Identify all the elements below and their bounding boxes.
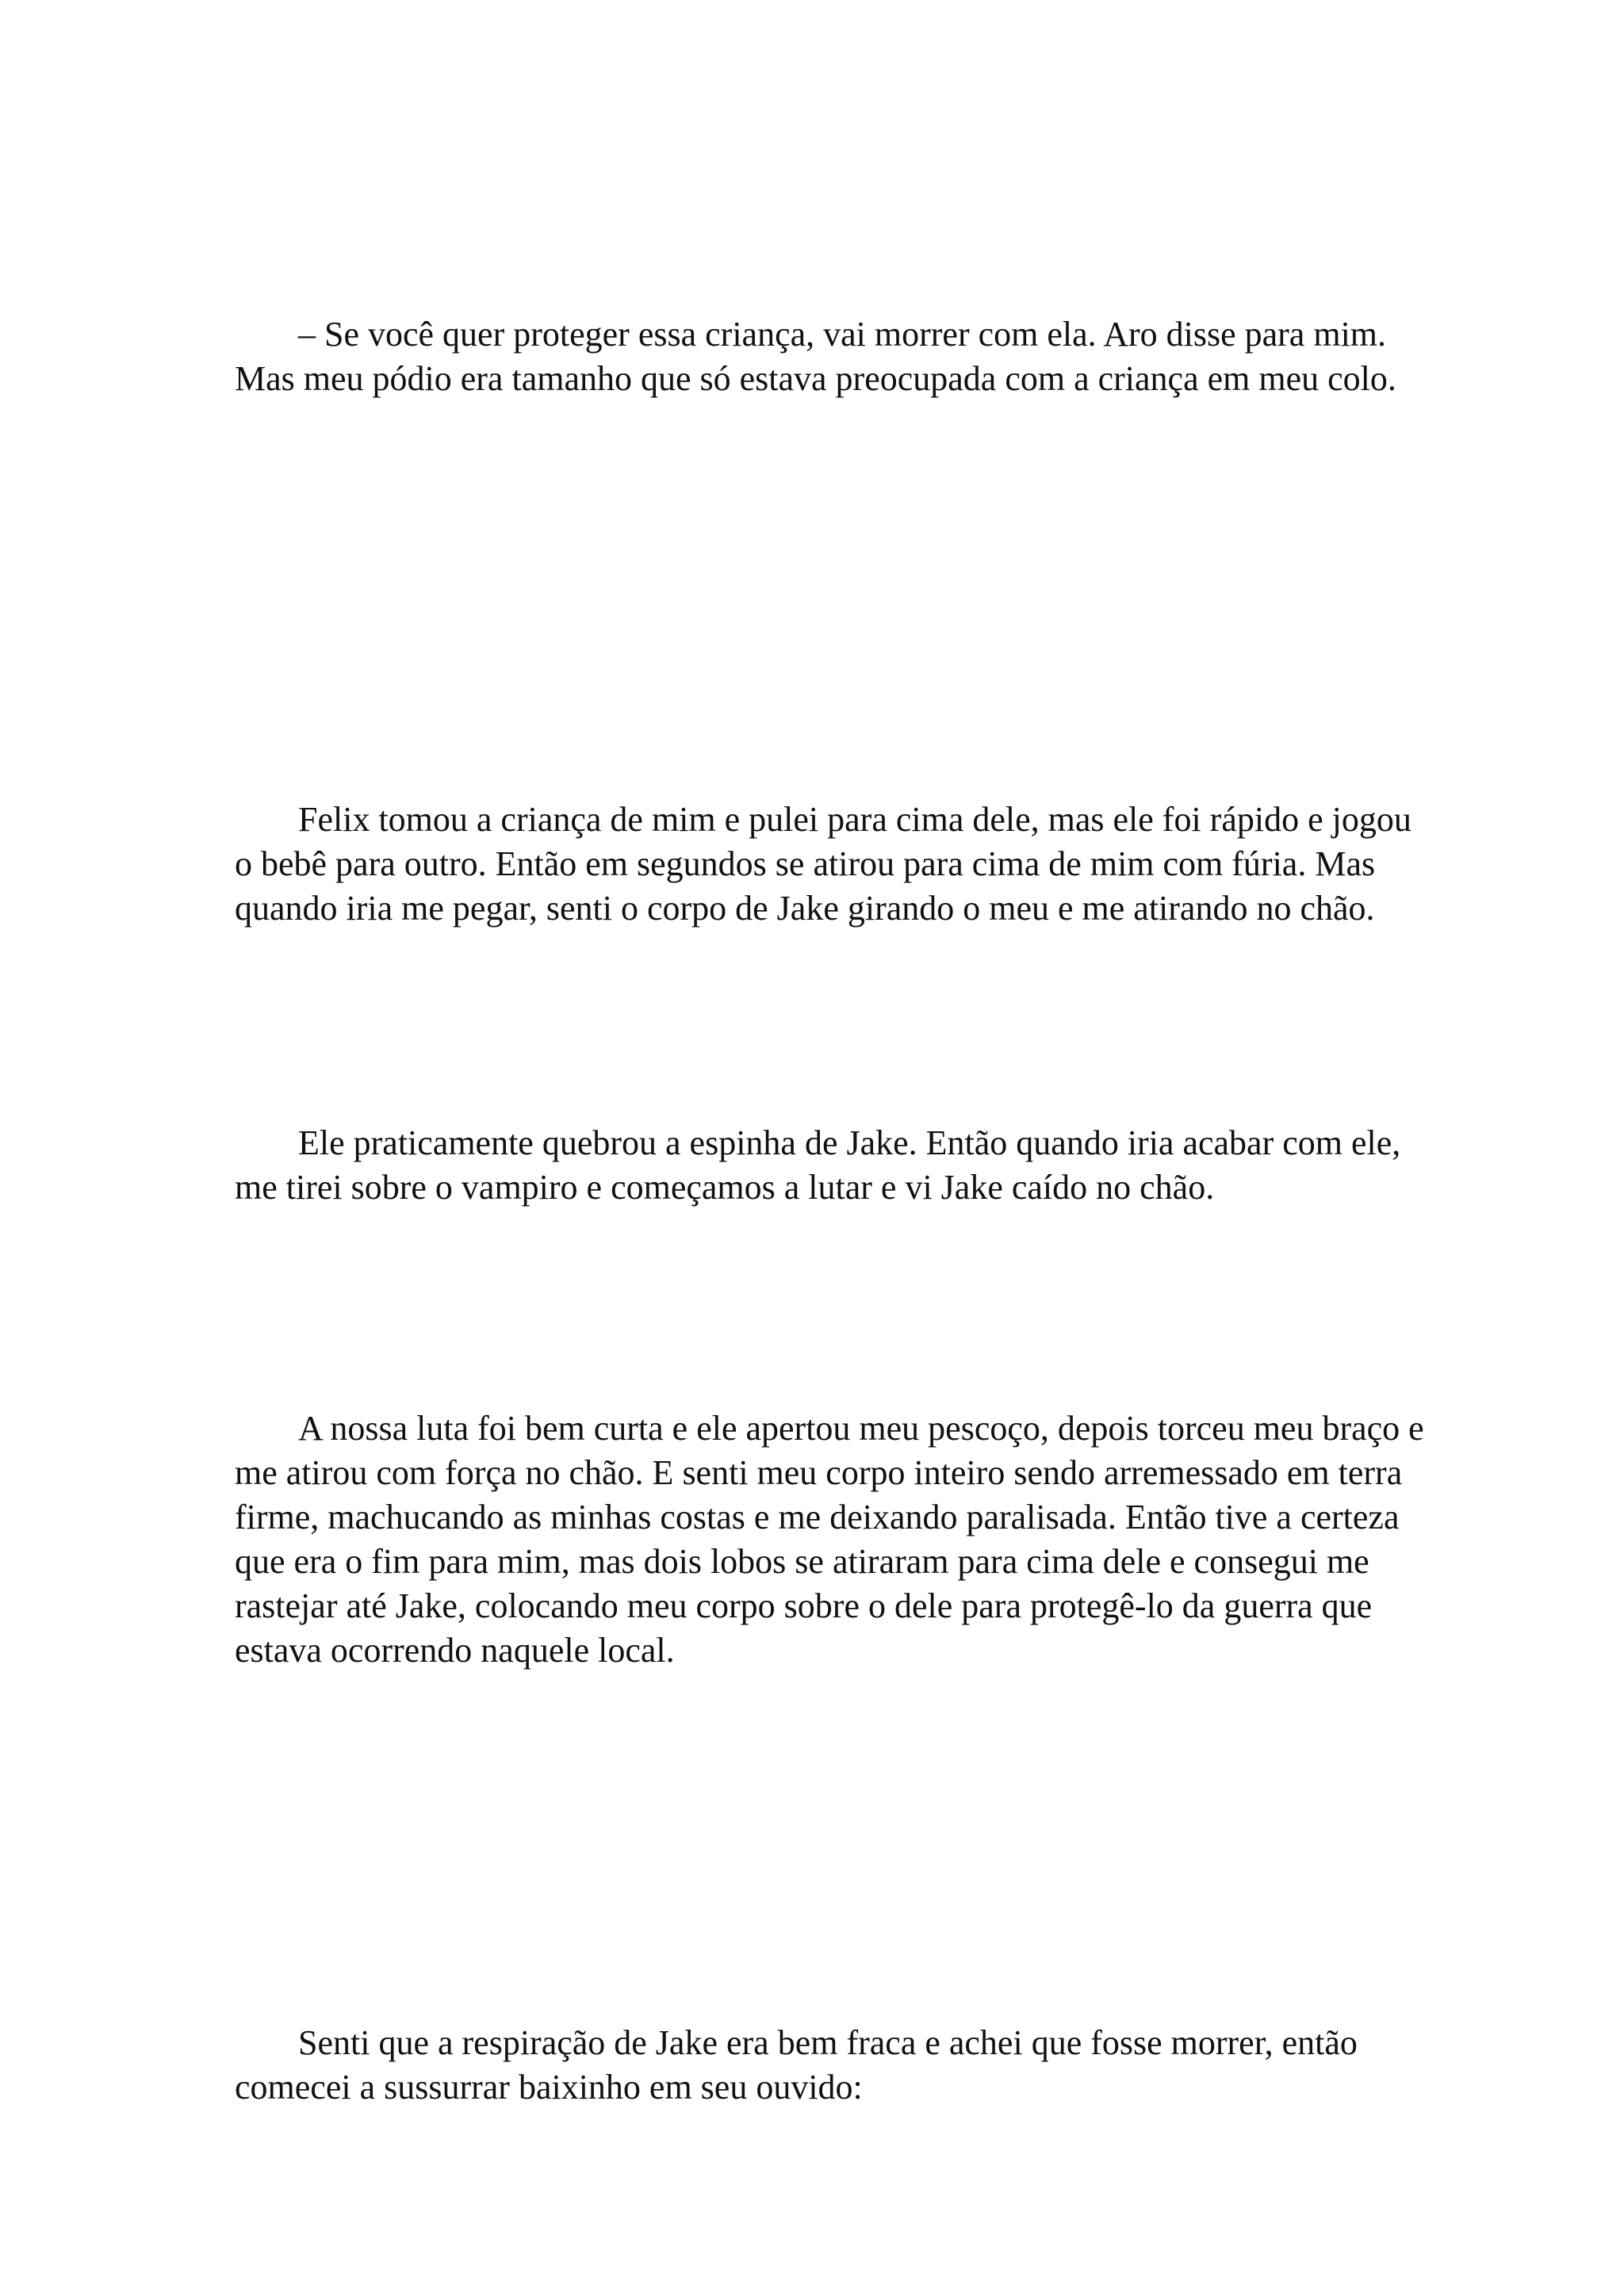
paragraph-3: Ele praticamente quebrou a espinha de Jake. Então quando iria acabar com ele, me tirei sobre o vampiro e começamos a lutar e vi Jake caído no chão. bbox=[235, 1123, 1401, 1207]
paragraph-5: Senti que a respiração de Jake era bem fraca e achei que fosse morrer, então comecei a sussurrar baixinho em seu ouvido: bbox=[235, 2023, 1358, 2107]
paragraph-4: A nossa luta foi bem curta e ele apertou meu pescoço, depois torceu meu braço e me atirou com força no chão. E senti meu corpo inteiro sendo arremessado em terra firme, machucando as minhas costas e me deixando paralisada. Então tive a certeza que era o fim para mim, mas dois lobos se atiraram para cima dele e consegui me rastejar até Jake, colocando meu corpo sobre o dele para protegê-lo da guerra que estava ocorrendo naquele local. bbox=[235, 1409, 1424, 1670]
paragraph-2: Felix tomou a criança de mim e pulei para cima dele, mas ele foi rápido e jogou o bebê para outro. Então em segundos se atirou para cima de mim com fúria. Mas quando iria me pegar, senti o corpo de Jake girando o meu e me atirando no chão. bbox=[235, 800, 1411, 928]
paragraph-1: – Se você quer proteger essa criança, vai morrer com ela. Aro disse para mim. Mas meu pódio era tamanho que só estava preocupada com a criança em meu colo. bbox=[235, 315, 1396, 398]
